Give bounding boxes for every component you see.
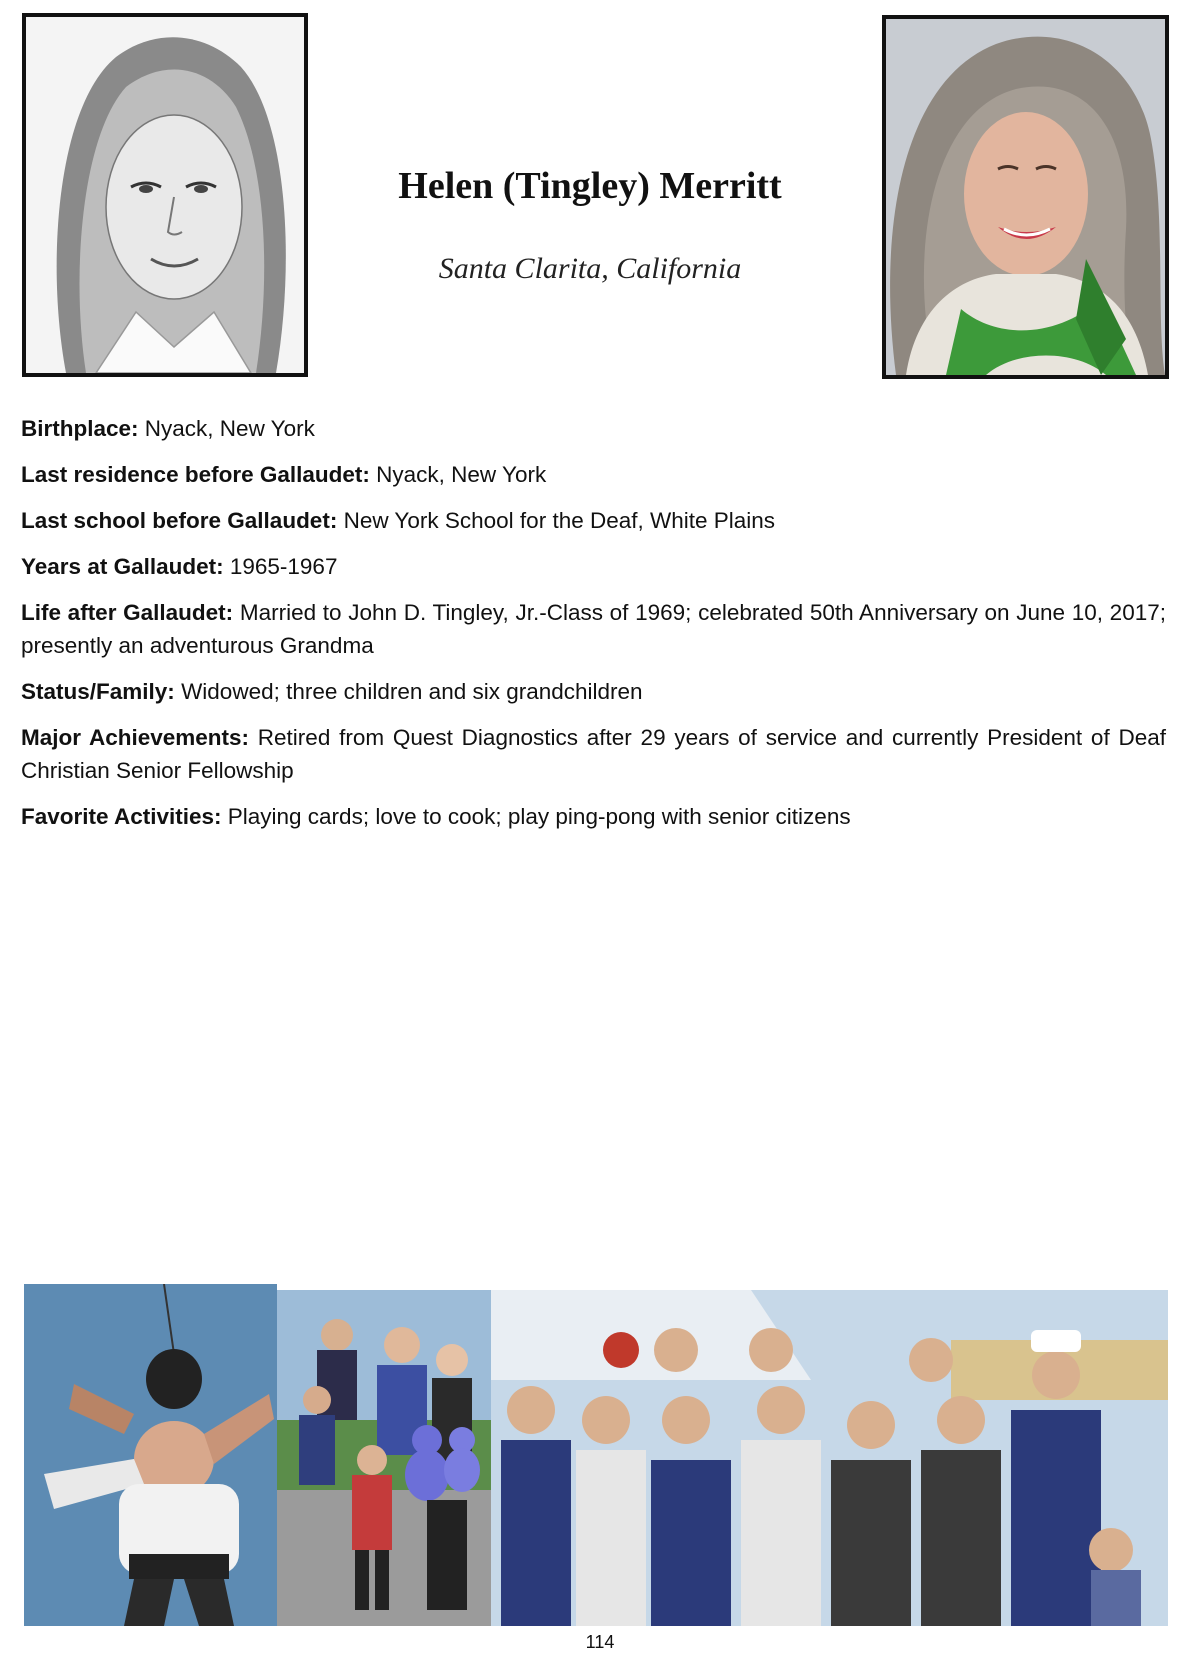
detail-value: 1965-1967 [229,554,338,579]
detail-value: Nyack, New York [376,462,547,487]
family-with-bears-photo [277,1290,491,1626]
detail-achievements [21,721,1166,787]
skydiving-photo [24,1284,277,1626]
detail-life-after [21,596,1166,662]
page-number: 114 [585,1632,615,1652]
detail-value: New York School for the Deaf, White Plains [343,508,776,533]
detail-last-school [21,504,1166,537]
detail-label: Last residence before Gallaudet: [21,462,370,487]
yearbook-portrait-photo [22,13,308,377]
detail-label: Last school before Gallaudet: [21,508,338,533]
detail-value: Widowed; three children and six grandchildren [181,679,643,704]
biography-details [21,412,1166,846]
detail-years [21,550,1166,583]
detail-label: Birthplace: [21,416,139,441]
detail-label: Favorite Activities: [21,804,222,829]
detail-birthplace [21,412,1166,445]
detail-value: Retired from Quest Diagnostics after 29 years of service and currently President of Deaf Christian Senior Fellowship [21,725,1166,783]
detail-label: Years at Gallaudet: [21,554,224,579]
detail-status-family [21,675,1166,708]
detail-favorite-activities [21,800,1166,833]
person-name: Helen (Tingley) Merritt [398,165,782,207]
detail-label: Life after Gallaudet: [21,600,234,625]
detail-value: Married to John D. Tingley, Jr.-Class of 1969; celebrated 50th Anniversary on June 10, 2017; presently an adventurous Grandma [21,600,1166,658]
group-photo [491,1290,1168,1626]
detail-last-residence [21,458,1166,491]
current-portrait-photo [882,15,1169,379]
detail-value: Nyack, New York [144,416,315,441]
person-location: Santa Clarita, California [438,252,742,285]
detail-value: Playing cards; love to cook; play ping-pong with senior citizens [227,804,851,829]
detail-label: Major Achievements: [21,725,250,750]
detail-label: Status/Family: [21,679,175,704]
